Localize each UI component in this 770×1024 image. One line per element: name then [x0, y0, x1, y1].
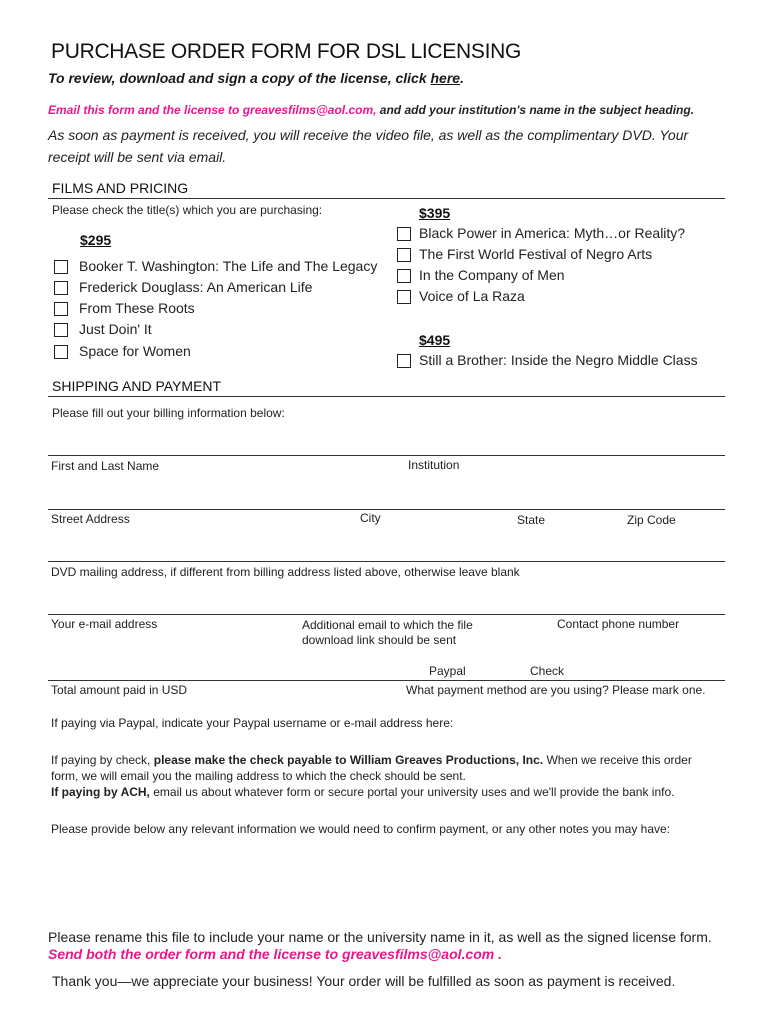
checkbox-frederick-douglass[interactable] — [54, 281, 68, 295]
email-instruction — [48, 103, 694, 117]
check-payable-bold: please make the check payable to William Greaves Productions, Inc. — [153, 753, 544, 767]
film-title-395-2: In the Company of Men — [419, 267, 565, 283]
checkbox-black-power-in-america[interactable] — [397, 227, 411, 241]
ach-instruction — [51, 784, 692, 800]
film-title-295-4: Space for Women — [79, 343, 191, 359]
billing-instruction: Please fill out your billing information below: — [52, 406, 285, 420]
checkbox-space-for-women[interactable] — [54, 345, 68, 359]
send-instruction: Send both the order form and the license to greavesfilms@aol.com . — [48, 946, 502, 962]
email-phone-field-line[interactable] — [48, 614, 725, 615]
price-295: $295 — [80, 232, 112, 248]
page-title: PURCHASE ORDER FORM FOR DSL LICENSING — [51, 40, 522, 63]
dvd-address-field-line[interactable] — [48, 561, 725, 562]
email-instruction-pink: Email this form and the license to greavesfilms@aol.com, — [48, 103, 377, 117]
checkbox-just-doin-it[interactable] — [54, 323, 68, 337]
film-title-295-1: Frederick Douglass: An American Life — [79, 279, 313, 295]
price-395: $395 — [419, 205, 451, 221]
films-heading: FILMS AND PRICING — [52, 180, 189, 196]
review-prefix: To review, download and sign a copy of the license, click — [48, 70, 431, 86]
additional-email-line1: Additional email to which the file — [302, 618, 473, 632]
ach-bold: If paying by ACH, — [51, 785, 150, 799]
additional-email-line2: download link should be sent — [302, 633, 457, 647]
checkbox-voice-of-la-raza[interactable] — [397, 290, 411, 304]
review-suffix: . — [460, 70, 464, 86]
check-instruction-line2: form, we will email you the mailing address to which the check should be sent. — [51, 769, 466, 783]
paypal-instruction: If paying via Paypal, indicate your Paypal username or e-mail address here: — [51, 716, 454, 730]
film-title-495-0: Still a Brother: Inside the Negro Middle Class — [419, 352, 698, 368]
notes-instruction: Please provide below any relevant information we would need to confirm payment, or any other notes you may have: — [51, 822, 671, 836]
total-amount-label: Total amount paid in USD — [51, 683, 188, 697]
street-address-label: Street Address — [51, 512, 130, 526]
name-institution-field-line[interactable] — [48, 455, 725, 456]
shipping-heading: SHIPPING AND PAYMENT — [52, 378, 222, 394]
email-instruction-rest: and add your institution's name in the subject heading. — [376, 103, 695, 117]
film-title-395-0: Black Power in America: Myth…or Reality? — [419, 225, 686, 241]
check-instruction — [51, 752, 692, 800]
city-label: City — [360, 511, 381, 525]
check-suffix: When we receive this order — [543, 753, 692, 767]
films-instruction: Please check the title(s) which you are purchasing: — [52, 203, 323, 217]
first-last-name-label: First and Last Name — [51, 459, 160, 473]
additional-email-label — [302, 618, 473, 648]
payment-receipt-note — [48, 124, 688, 168]
price-495: $495 — [419, 332, 451, 348]
checkbox-booker-t-washington[interactable] — [54, 260, 68, 274]
phone-label: Contact phone number — [557, 617, 680, 631]
films-divider — [48, 198, 725, 199]
film-title-395-1: The First World Festival of Negro Arts — [419, 246, 653, 262]
payment-note-line2: receipt will be sent via email. — [48, 149, 227, 165]
state-label: State — [517, 513, 546, 527]
dvd-mailing-address-label: DVD mailing address, if different from billing address listed above, otherwise leave blank — [51, 565, 520, 579]
review-license-line — [48, 70, 464, 86]
check-option-label[interactable]: Check — [530, 664, 565, 678]
address-field-line[interactable] — [48, 509, 725, 510]
check-instruction-line1 — [51, 752, 692, 768]
institution-label: Institution — [408, 458, 460, 472]
checkbox-first-world-festival[interactable] — [397, 248, 411, 262]
payment-note-line1: As soon as payment is received, you will receive the video file, as well as the complimentary DVD. Your — [48, 127, 689, 143]
total-method-field-line[interactable] — [48, 680, 725, 681]
check-prefix: If paying by check, — [51, 753, 154, 767]
film-title-295-0: Booker T. Washington: The Life and The Legacy — [79, 258, 378, 274]
film-title-295-2: From These Roots — [79, 300, 195, 316]
payment-method-label: What payment method are you using? Please mark one. — [406, 683, 706, 697]
checkbox-from-these-roots[interactable] — [54, 302, 68, 316]
checkbox-in-the-company-of-men[interactable] — [397, 269, 411, 283]
shipping-divider — [48, 396, 725, 397]
paypal-option-label[interactable]: Paypal — [429, 664, 466, 678]
thank-you-note: Thank you—we appreciate your business! Your order will be fulfilled as soon as payment is received. — [52, 973, 676, 989]
email-label: Your e-mail address — [51, 617, 158, 631]
rename-file-instruction: Please rename this file to include your name or the university name in it, as well as the signed license form. — [48, 929, 712, 945]
film-title-295-3: Just Doin' It — [79, 321, 152, 337]
checkbox-still-a-brother[interactable] — [397, 354, 411, 368]
film-title-395-3: Voice of La Raza — [419, 288, 525, 304]
zip-code-label: Zip Code — [627, 513, 676, 527]
ach-rest: email us about whatever form or secure portal your university uses and we'll provide the bank info. — [149, 785, 675, 799]
license-here-link[interactable]: here — [430, 70, 461, 86]
